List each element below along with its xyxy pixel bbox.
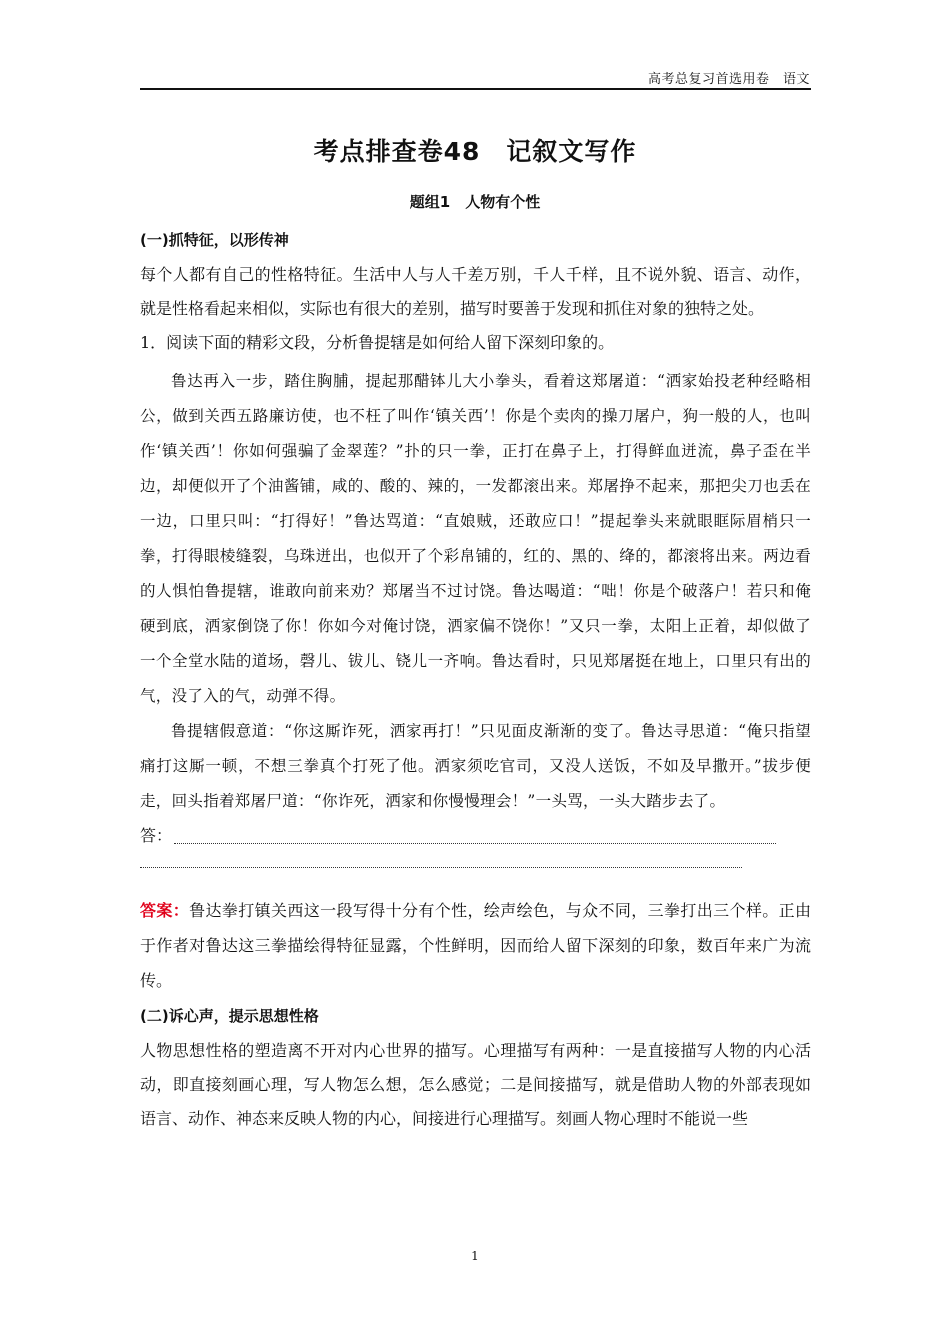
answer-blank-line-1 bbox=[174, 843, 776, 844]
answer-tag: 答案： bbox=[140, 901, 190, 920]
header-rule bbox=[140, 88, 811, 90]
answer-line-row bbox=[140, 819, 811, 853]
page-header-text: 高考总复习首选用卷 语文 bbox=[647, 72, 810, 87]
section-intro-psychology: 人物思想性格的塑造离不开对内心世界的描写。心理描写有两种：一是直接描写人物的内心活动，即直接刻画心理，写人物怎么想，怎么感觉；二是间接描写，就是借助人物的外部表现如语言、动作、神态来反映人物的内心，间接进行心理描写。刻画人物心理时不能说一些 bbox=[140, 1041, 811, 1128]
section-heading-features: (一)抓特征，以形传神 bbox=[140, 231, 289, 249]
answer-text: 鲁达拳打镇关西这一段写得十分有个性，绘声绘色，与众不同，三拳打出三个样。正由于作者对鲁达这三拳描绘得特征显露，个性鲜明，因而给人留下深刻的印象，数百年来广为流传。 bbox=[140, 901, 811, 990]
answer-block bbox=[140, 893, 811, 998]
passage-paragraph-2: 鲁提辖假意道：“你这厮诈死，洒家再打！”只见面皮渐渐的变了。鲁达寻思道：“俺只指望痛打这厮一顿，不想三拳真个打死了他。洒家须吃官司，又没人送饭，不如及早撒开。”拔步便走，回头指着郑屠尸道：“你诈死，洒家和你慢慢理会！”一头骂，一头大踏步去了。 bbox=[140, 722, 811, 810]
passage-paragraph-1: 鲁达再入一步，踏住胸脯，提起那醋钵儿大小拳头，看着这郑屠道：“洒家始投老种经略相公，做到关西五路廉访使，也不枉了叫作‘镇关西’！你是个卖肉的操刀屠户，狗一般的人，也叫作‘镇关西’！你如何强骗了金翠莲？”扑的只一拳，正打在鼻子上，打得鲜血迸流，鼻子歪在半边，却便似开了个油酱铺，咸的、酸的、辣的，一发都滚出来。郑屠挣不起来，那把尖刀也丢在一边，口里只叫：“打得好！”鲁达骂道：“直娘贼，还敢应口！”提起拳头来就眼眶际眉梢只一拳，打得眼棱缝裂，乌珠迸出，也似开了个彩帛铺的，红的、黑的、绛的，都滚将出来。两边看的人惧怕鲁提辖，谁敢向前来劝？郑屠当不过讨饶。鲁达喝道：“咄！你是个破落户！若只和俺硬到底，洒家倒饶了你！你如今对俺讨饶，洒家偏不饶你！”又只一拳，太阳上正着，却似做了一个全堂水陆的道场，磬儿、钹儿、铙儿一齐响。鲁达看时，只见郑屠挺在地上，口里只有出的气，没了入的气，动弹不得。 bbox=[140, 372, 811, 705]
section-intro-features: 每个人都有自己的性格特征。生活中人与人千差万别，千人千样，且不说外貌、语言、动作，就是性格看起来相似，实际也有很大的差别，描写时要善于发现和抓住对象的独特之处。 bbox=[140, 265, 811, 318]
section-heading-psychology: (二)诉心声，提示思想性格 bbox=[140, 1007, 319, 1025]
answer-label: 答： bbox=[140, 826, 173, 845]
document-title: 考点排查卷48 记叙文写作 bbox=[313, 137, 637, 166]
group-title: 题组1 人物有个性 bbox=[409, 193, 541, 211]
answer-blank-row-2 bbox=[140, 853, 811, 887]
question-1: 1．阅读下面的精彩文段，分析鲁提辖是如何给人留下深刻印象的。 bbox=[140, 333, 615, 352]
answer-blank-line-2 bbox=[140, 867, 742, 868]
content-area bbox=[140, 226, 811, 1136]
page-number: 1 bbox=[471, 1249, 479, 1263]
